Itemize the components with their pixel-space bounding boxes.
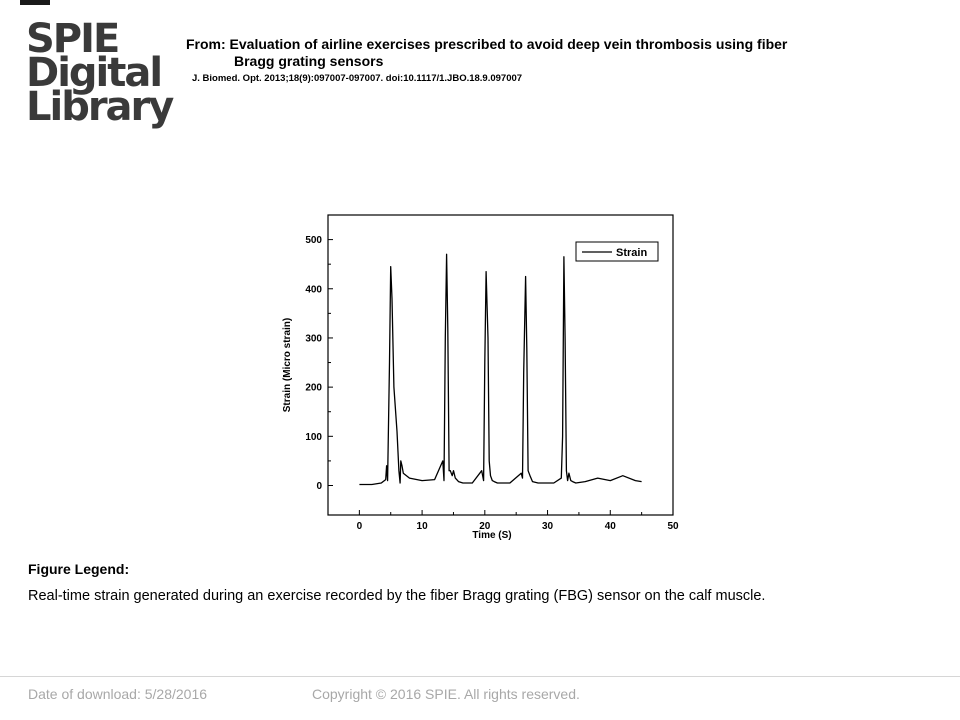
x-tick-label: 40: [604, 521, 616, 532]
y-tick-label: 100: [305, 431, 322, 443]
chart-legend: [576, 242, 658, 261]
article-title-line-1: From: Evaluation of airline exercises prescribed to avoid deep vein thrombosis using fiber: [186, 36, 788, 52]
x-axis-label: Time (S): [472, 530, 512, 541]
footer-divider: [0, 676, 960, 677]
y-tick-label: 500: [305, 235, 322, 247]
article-title: [186, 36, 787, 70]
spie-digital-library-logo: [26, 16, 173, 130]
y-tick-label: 200: [305, 382, 322, 394]
article-title-line-2: Bragg grating sensors: [234, 53, 384, 69]
top-corner-mark: [20, 0, 50, 5]
download-date: Date of download: 5/28/2016: [28, 686, 208, 702]
strain-chart: [270, 205, 690, 550]
x-tick-label: 50: [667, 521, 679, 532]
copyright-notice: Copyright © 2016 SPIE. All rights reserved.: [312, 686, 580, 702]
y-axis: [305, 235, 333, 492]
y-axis-label: Strain (Micro strain): [282, 317, 293, 413]
logo-line-digital: Digital: [26, 50, 162, 96]
logo-line-library: Library: [26, 84, 173, 130]
x-tick-label: 20: [479, 521, 491, 532]
series-line-strain: [359, 254, 641, 484]
x-axis: [357, 510, 679, 532]
y-tick-label: 0: [316, 480, 322, 492]
citation: J. Biomed. Opt. 2013;18(9):097007-097007. doi:10.1117/1.JBO.18.9.097007: [192, 73, 523, 84]
x-tick-label: 0: [356, 521, 363, 532]
x-tick-label: 30: [541, 521, 554, 532]
y-tick-label: 300: [305, 333, 322, 345]
y-tick-label: 400: [305, 284, 322, 296]
figure-caption: Real-time strain generated during an exercise recorded by the fiber Bragg grating (FBG) sensor on the calf muscle.: [28, 588, 766, 604]
legend-label-strain: Strain: [616, 247, 648, 259]
x-tick-label: 10: [416, 521, 428, 532]
logo-line-spie: SPIE: [26, 16, 119, 62]
figure-legend-title: Figure Legend:: [28, 561, 130, 577]
